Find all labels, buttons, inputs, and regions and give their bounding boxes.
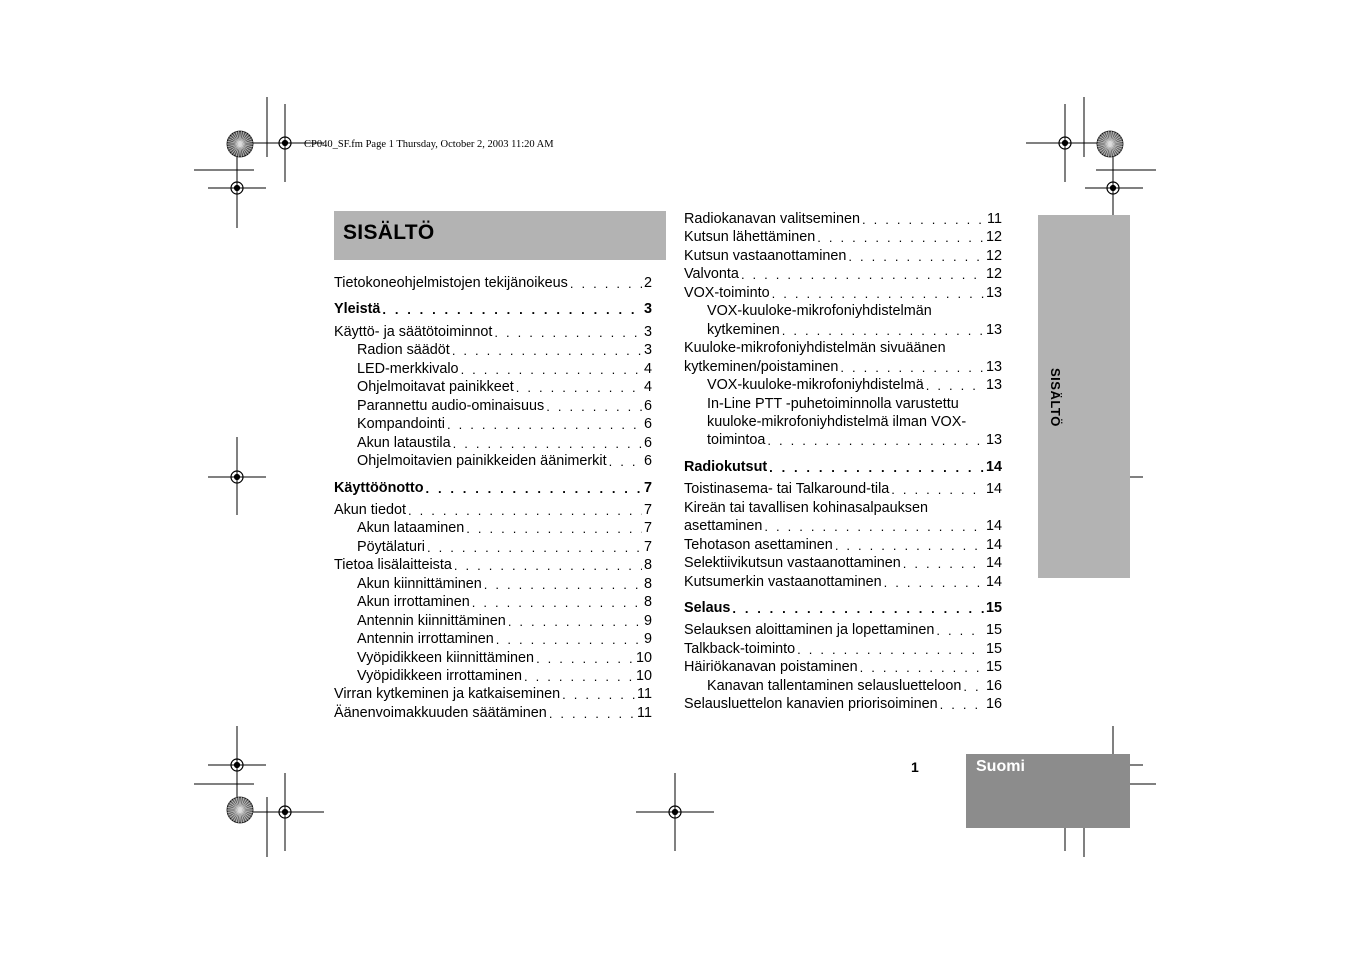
toc-entry-page: 7 (643, 538, 652, 555)
toc-entry[interactable] (357, 593, 652, 612)
toc-entry-title: VOX-kuuloke-mikrofoniyhdistelmä (707, 377, 924, 394)
toc-entry-title: Kutsumerkin vastaanottaminen (684, 573, 882, 590)
toc-entry[interactable] (334, 479, 652, 498)
toc-entry[interactable] (684, 599, 1002, 618)
toc-entry-title: asettaminen (684, 518, 763, 535)
toc-entry-lead-line: Kireän tai tavallisen kohinasalpauksen (684, 499, 928, 516)
side-section-tab-label: SISÄLTÖ (1048, 368, 1063, 427)
toc-entry-page: 12 (985, 247, 1002, 264)
toc-entry[interactable] (357, 341, 652, 360)
toc-entry[interactable] (684, 358, 1002, 377)
toc-entry-page: 9 (643, 612, 652, 629)
toc-dot-leader (382, 300, 642, 319)
toc-entry-title: Virran kytkeminen ja katkaiseminen (334, 686, 561, 703)
toc-dot-leader (884, 573, 984, 592)
toc-dot-leader (741, 265, 984, 284)
toc-entry[interactable] (684, 640, 1002, 659)
toc-entry-title: Kanavan tallentaminen selausluetteloon (707, 677, 962, 694)
toc-entry-lead-line: In-Line PTT -puhetoiminnolla varustettu (707, 395, 959, 412)
toc-dot-leader (453, 434, 642, 453)
toc-entry-page: 13 (985, 377, 1002, 394)
toc-entry-title: Vyöpidikkeen irrottaminen (357, 668, 523, 684)
toc-entry-title: kytkeminen/poistaminen (684, 358, 839, 375)
toc-entry[interactable] (684, 695, 1002, 714)
toc-entry-title: Häiriökanavan poistaminen (684, 659, 858, 676)
toc-dot-leader (835, 536, 984, 555)
toc-entry-title: Tietoa lisälaitteista (334, 557, 452, 574)
toc-entry-title: Selausluettelon kanavien priorisoiminen (684, 696, 938, 713)
toc-entry-page: 3 (643, 301, 652, 318)
toc-dot-leader (536, 649, 634, 668)
toc-dot-leader (426, 479, 642, 498)
toc-dot-leader (546, 397, 642, 416)
toc-entry-title: Vyöpidikkeen kiinnittäminen (357, 649, 535, 666)
toc-entry-page: 14 (985, 518, 1002, 535)
toc-entry-title: Valvonta (684, 266, 739, 283)
toc-dot-leader (963, 677, 984, 696)
toc-dot-leader (862, 210, 985, 229)
toc-entry-page: 14 (985, 536, 1002, 553)
toc-entry-page: 11 (637, 704, 652, 721)
toc-entry-title: Akun lataustila (357, 434, 451, 451)
toc-entry-page: 7 (643, 479, 652, 496)
toc-entry-page: 16 (985, 677, 1002, 694)
toc-entry[interactable] (684, 480, 1002, 499)
toc-entry[interactable] (357, 378, 652, 397)
toc-entry-page: 7 (643, 501, 652, 518)
toc-dot-leader (447, 415, 642, 434)
toc-entry[interactable] (334, 685, 652, 704)
page-number: 1 (911, 759, 919, 775)
toc-entry-page: 14 (985, 481, 1002, 498)
toc-entry[interactable] (357, 612, 652, 631)
toc-entry[interactable] (684, 573, 1002, 592)
language-tab-label: Suomi (976, 758, 1025, 775)
toc-dot-leader (940, 695, 984, 714)
toc-entry-page: 13 (985, 284, 1002, 301)
toc-entry[interactable] (357, 519, 652, 538)
toc-entry-lead-line: VOX-kuuloke-mikrofoniyhdistelmän (707, 303, 932, 320)
toc-dot-leader (570, 274, 642, 293)
language-tab (966, 754, 1130, 828)
toc-entry-page: 15 (985, 600, 1002, 616)
toc-entry-title: Akun irrottaminen (357, 594, 470, 611)
page-title: SISÄLTÖ (343, 221, 435, 244)
toc-entry[interactable] (357, 452, 652, 471)
toc-dot-leader (496, 630, 642, 649)
toc-entry-title: Akun tiedot (334, 501, 407, 518)
toc-dot-leader (782, 321, 984, 340)
toc-entry-title: Kutsun vastaanottaminen (684, 247, 847, 264)
toc-entry-title: Yleistä (334, 301, 381, 318)
toc-dot-leader (772, 284, 984, 303)
toc-dot-leader (516, 378, 642, 397)
toc-entry[interactable] (684, 284, 1002, 303)
toc-dot-leader (891, 480, 984, 499)
toc-entry-title: Tietokoneohjelmistojen tekijänoikeus (334, 275, 568, 291)
toc-entry-title: kytkeminen (707, 321, 780, 338)
toc-entry-page: 4 (643, 360, 652, 377)
toc-entry-title: Käyttö- ja säätötoiminnot (334, 323, 493, 340)
toc-entry-title: Kompandointi (357, 416, 446, 433)
toc-entry[interactable] (357, 649, 652, 668)
toc-entry-page: 6 (643, 434, 652, 451)
toc-entry-page: 12 (985, 266, 1002, 283)
toc-entry-title: Kutsun lähettäminen (684, 229, 816, 246)
toc-entry-title: Radiokutsut (684, 458, 768, 475)
toc-entry-title: Äänenvoimakkuuden säätäminen (334, 704, 547, 721)
toc-dot-leader (764, 517, 984, 536)
toc-entry-page: 10 (635, 649, 652, 666)
toc-entry[interactable] (357, 538, 652, 557)
toc-entry-page: 15 (985, 659, 1002, 676)
toc-entry[interactable] (684, 458, 1002, 477)
toc-entry-page: 11 (637, 686, 652, 703)
toc-entry-page: 8 (643, 557, 652, 574)
toc-entry-page: 15 (985, 622, 1002, 639)
toc-entry-page: 6 (643, 416, 652, 433)
toc-entry-title: Ohjelmoitavat painikkeet (357, 379, 514, 396)
title-banner (334, 211, 666, 260)
toc-dot-leader (732, 599, 984, 618)
toc-entry-title: Toistinasema- tai Talkaround-tila (684, 481, 890, 498)
toc-entry[interactable] (334, 323, 652, 342)
toc-entry-page: 9 (643, 631, 652, 648)
toc-entry[interactable] (684, 554, 1002, 573)
toc-dot-leader (848, 247, 984, 266)
toc-dot-leader (466, 519, 642, 538)
toc-entry[interactable] (684, 247, 1002, 266)
toc-dot-leader (461, 360, 642, 379)
toc-entry-title: Akun lataaminen (357, 520, 465, 537)
toc-entry[interactable] (334, 300, 652, 319)
print-info-line: CP040_SF.fm Page 1 Thursday, October 2, 2003 11:20 AM (304, 139, 554, 150)
toc-entry[interactable] (357, 397, 652, 416)
toc-entry-page: 14 (985, 555, 1002, 572)
toc-entry-title: Radiokanavan valitseminen (684, 211, 860, 227)
toc-entry-page: 10 (635, 668, 652, 684)
toc-entry[interactable] (357, 667, 652, 686)
toc-dot-leader (484, 575, 642, 594)
toc-entry[interactable] (334, 704, 652, 723)
toc-entry-page: 8 (643, 575, 652, 592)
toc-entry[interactable] (684, 658, 1002, 677)
toc-entry-title: VOX-toiminto (684, 284, 770, 301)
toc-entry-title: Antennin kiinnittäminen (357, 612, 506, 629)
toc-entry[interactable] (334, 274, 652, 293)
toc-entry[interactable] (707, 321, 1002, 340)
toc-entry-page: 2 (643, 275, 652, 291)
toc-dot-leader (524, 667, 634, 686)
toc-entry[interactable] (684, 210, 1002, 229)
toc-entry-page: 7 (643, 520, 652, 537)
toc-entry[interactable] (684, 536, 1002, 555)
toc-entry[interactable] (357, 415, 652, 434)
toc-entry-page: 3 (643, 342, 652, 359)
toc-entry-page: 16 (985, 696, 1002, 713)
toc-entry-title: Parannettu audio-ominaisuus (357, 397, 545, 414)
toc-dot-leader (549, 704, 635, 723)
toc-entry-title: Selaus (684, 600, 731, 616)
toc-entry[interactable] (334, 556, 652, 575)
toc-dot-leader (408, 501, 642, 520)
toc-entry[interactable] (684, 621, 1002, 640)
toc-entry-page: 3 (643, 323, 652, 340)
toc-entry[interactable] (684, 517, 1002, 536)
toc-entry-title: Selauksen aloittaminen ja lopettaminen (684, 622, 935, 639)
toc-entry-page: 15 (985, 640, 1002, 657)
toc-entry-page: 6 (643, 453, 652, 470)
toc-entry-page: 13 (985, 321, 1002, 338)
toc-entry[interactable] (357, 360, 652, 379)
toc-dot-leader (817, 228, 984, 247)
toc-dot-leader (936, 621, 984, 640)
toc-dot-leader (767, 431, 984, 450)
toc-entry[interactable] (707, 376, 1002, 395)
toc-entry-title: Akun kiinnittäminen (357, 575, 482, 592)
toc-dot-leader (903, 554, 984, 573)
toc-entry-title: LED-merkkivalo (357, 360, 459, 377)
toc-entry-page: 12 (985, 229, 1002, 246)
toc-entry-page: 13 (985, 432, 1002, 449)
toc-entry[interactable] (684, 228, 1002, 247)
toc-entry-page: 14 (985, 458, 1002, 475)
toc-entry-page: 14 (985, 573, 1002, 590)
toc-entry-lead-line: Kuuloke-mikrofoniyhdistelmän sivuäänen (684, 340, 946, 357)
toc-entry-title: Selektiivikutsun vastaanottaminen (684, 555, 901, 572)
toc-entry-page: 6 (643, 397, 652, 414)
toc-dot-leader (562, 685, 635, 704)
toc-entry[interactable] (684, 265, 1002, 284)
toc-entry-page: 13 (985, 358, 1002, 375)
toc-entry-title: toimintoa (707, 432, 766, 449)
toc-entry-title: Pöytälaturi (357, 538, 425, 555)
toc-dot-leader (427, 538, 642, 557)
toc-entry[interactable] (707, 677, 1002, 696)
toc-entry[interactable] (357, 434, 652, 453)
toc-entry-title: Ohjelmoitavien painikkeiden äänimerkit (357, 453, 607, 470)
toc-dot-leader (454, 556, 642, 575)
toc-entry[interactable] (707, 431, 1002, 450)
toc-dot-leader (452, 341, 642, 360)
toc-entry-title: Talkback-toiminto (684, 640, 796, 657)
toc-dot-leader (494, 323, 642, 342)
toc-dot-leader (769, 458, 984, 477)
toc-entry-page: 4 (643, 379, 652, 396)
toc-entry[interactable] (357, 575, 652, 594)
toc-entry-title: Tehotason asettaminen (684, 536, 833, 553)
toc-entry-title: Käyttöönotto (334, 479, 424, 496)
toc-entry-title: Antennin irrottaminen (357, 631, 494, 648)
toc-entry-lead-line: kuuloke-mikrofoniyhdistelmä ilman VOX- (707, 413, 967, 430)
toc-entry-page: 8 (643, 594, 652, 611)
toc-entry-title: Radion säädöt (357, 342, 450, 359)
toc-dot-leader (472, 593, 642, 612)
toc-dot-leader (860, 658, 984, 677)
toc-dot-leader (926, 376, 984, 395)
toc-dot-leader (797, 640, 984, 659)
toc-dot-leader (508, 612, 642, 631)
toc-entry[interactable] (334, 501, 652, 520)
toc-entry[interactable] (357, 630, 652, 649)
toc-dot-leader (609, 452, 642, 471)
toc-dot-leader (840, 358, 984, 377)
toc-entry-page: 11 (987, 211, 1002, 227)
